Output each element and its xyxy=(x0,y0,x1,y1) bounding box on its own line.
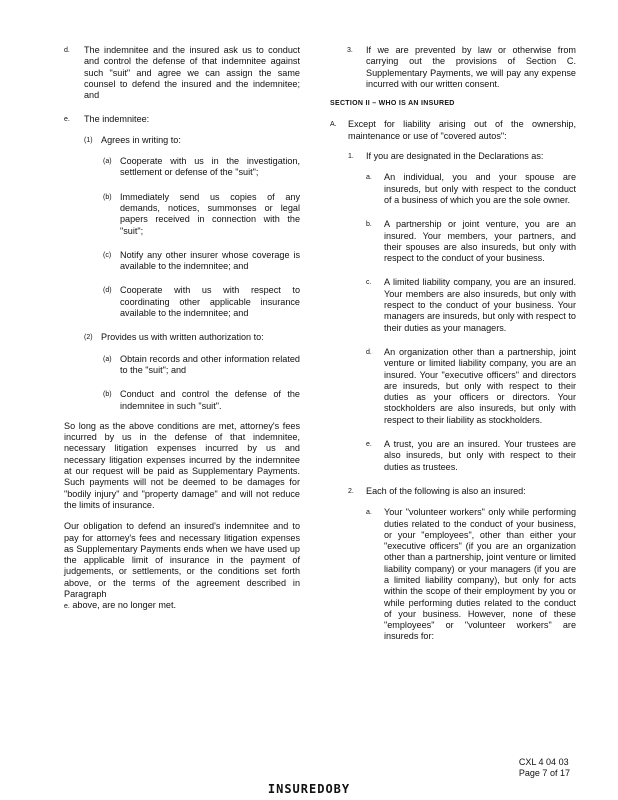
item-3 xyxy=(330,45,576,90)
item-text: Notify any other insurer whose coverage is available to the indemnitee; and xyxy=(120,249,300,272)
item-label: 3. xyxy=(347,47,353,54)
item-A1c xyxy=(330,277,576,333)
page-word: Page xyxy=(518,768,540,778)
item-label: e. xyxy=(64,116,70,124)
page-number xyxy=(519,768,570,779)
item-A1a xyxy=(330,172,576,206)
item-text: A trust, you are an insured. Your trustees are also insureds, but only with respect to their duties as trustees. xyxy=(384,439,576,472)
right-column xyxy=(330,45,576,656)
item-e1 xyxy=(64,135,300,146)
paragraph-ref-label: e. xyxy=(64,603,70,611)
item-e xyxy=(64,114,300,125)
paragraph-text-end: above, are no longer met. xyxy=(72,600,177,611)
paragraph-obligation xyxy=(64,521,300,612)
item-label: b. xyxy=(366,221,372,229)
item-text: Immediately send us copies of any demands, notices, summonses or legal papers received in connection with the "suit"; xyxy=(120,191,300,236)
item-label: c. xyxy=(366,279,372,287)
item-e2a xyxy=(64,354,300,377)
item-text: Conduct and control the defense of the indemnitee in such "suit". xyxy=(120,389,300,411)
item-text: Except for liability arising out of the ownership, maintenance or use of "covered autos": xyxy=(348,119,576,141)
item-A1b xyxy=(330,219,576,264)
item-label: (a) xyxy=(103,158,112,166)
item-label: (a) xyxy=(103,355,112,363)
item-label: A. xyxy=(330,121,337,129)
item-A1d xyxy=(330,347,576,426)
section-title: SECTION II – WHO IS AN INSURED xyxy=(330,100,455,108)
page-current: 7 xyxy=(542,768,548,778)
item-label: (b) xyxy=(103,193,112,201)
item-e1a xyxy=(64,156,300,179)
item-label: d. xyxy=(64,47,70,54)
item-text: Your "volunteer workers" only while performing duties related to the conduct of your business, or your "employees", other than either your "executive officers" (if you are an organization other than a partnership, joint venture or limited liability company) or your managers (if you are a limited liability company), but only for acts within the scope of their employment by you or while performing duties related to the conduct of your business. However, none of these "employees" or "volunteer workers" are insureds for: xyxy=(384,507,576,642)
item-label: e. xyxy=(366,441,372,449)
item-label: a. xyxy=(366,509,372,517)
item-label: (1) xyxy=(84,136,93,144)
item-e2b xyxy=(64,389,300,412)
form-number: CXL 4 04 03 xyxy=(518,757,569,767)
item-label: (c) xyxy=(103,251,112,259)
paragraph-text: Our obligation to defend an insured's indemnitee and to pay for attorney's fees and necessary litigation expenses as Supplementary Payments ends when we have used up the applicable limit of insurance in the payment of judgements, or settlements, or the conditions set forth above, or the terms of the agreement described in Paragraph xyxy=(64,521,300,599)
item-A2 xyxy=(330,486,576,497)
left-column xyxy=(64,45,300,613)
item-text: Agrees in writing to: xyxy=(101,134,181,145)
item-d xyxy=(64,45,300,101)
page-footer xyxy=(519,757,570,779)
of-word: of xyxy=(549,768,558,778)
item-text: Obtain records and other information related to the "suit"; and xyxy=(120,353,300,375)
item-text: An organization other than a partnership, joint venture or limited liability company, you are an insured. Your "executive officers" and directors are insureds, but only with respect to their duties as your officers or directors. Your stockholders are also insureds, but only with respect to their liability as stockholders. xyxy=(384,346,576,425)
item-text: Cooperate with us in the investigation, settlement or defense of the "suit"; xyxy=(120,156,300,178)
watermark-text: INSUREDOBY xyxy=(267,782,351,796)
item-A2a xyxy=(330,507,576,643)
item-text: A limited liability company, you are an insured. Your members are also insureds, but only with respect to the conduct of your business. Your managers are insureds, but only with respect to their duties as your managers. xyxy=(384,277,576,333)
paragraph-fees: So long as the above conditions are met, attorney's fees incurred by us in the defense of that indemnitee, necessary litigation expenses incurred by us and necessary litigation expenses incurred by the indemnitee at our request will be paid as Supplementary Payments. Such payments will not be deemed to be damages for "bodily injury" and "property damage" and will not reduce the limits of insurance. xyxy=(64,420,300,510)
item-A1e xyxy=(330,439,576,473)
item-text: Provides us with written authorization to: xyxy=(101,332,264,343)
item-text: A partnership or joint venture, you are an insured. Your members, your partners, and their spouses are also insureds, but only with respect to the conduct of your business. xyxy=(384,219,576,264)
item-e1b xyxy=(64,192,300,237)
item-text: If you are designated in the Declarations as: xyxy=(366,151,544,162)
item-e1c xyxy=(64,250,300,273)
item-e2 xyxy=(64,332,300,343)
item-label: d. xyxy=(366,348,372,356)
item-label: (d) xyxy=(103,287,112,295)
item-label: (b) xyxy=(103,391,112,399)
item-text: The indemnitee: xyxy=(84,114,150,125)
item-text: An individual, you and your spouse are insureds, but only with respect to the conduct of a business of which you are the sole owner. xyxy=(384,172,576,205)
item-A xyxy=(330,119,576,142)
item-A1 xyxy=(330,151,576,162)
item-text: Each of the following is also an insured: xyxy=(366,485,526,496)
item-label: 2. xyxy=(348,487,354,495)
item-label: 1. xyxy=(348,153,354,161)
item-text: If we are prevented by law or otherwise from carrying out the provisions of Section C. Supplementary Payments, we will pay any expense incurred with our written consent. xyxy=(366,45,576,89)
item-label: a. xyxy=(366,174,372,182)
item-text: Cooperate with us with respect to coordinating other applicable insurance available to the indemnitee; and xyxy=(120,285,300,319)
item-label: (2) xyxy=(84,334,93,342)
item-text: The indemnitee and the insured ask us to conduct and control the defense of that indemnitee against such "suit" and agree we can assign the same counsel to defend the insured and the indemnitee; and xyxy=(84,45,300,101)
item-e1d xyxy=(64,285,300,319)
page-total: 17 xyxy=(559,768,570,778)
